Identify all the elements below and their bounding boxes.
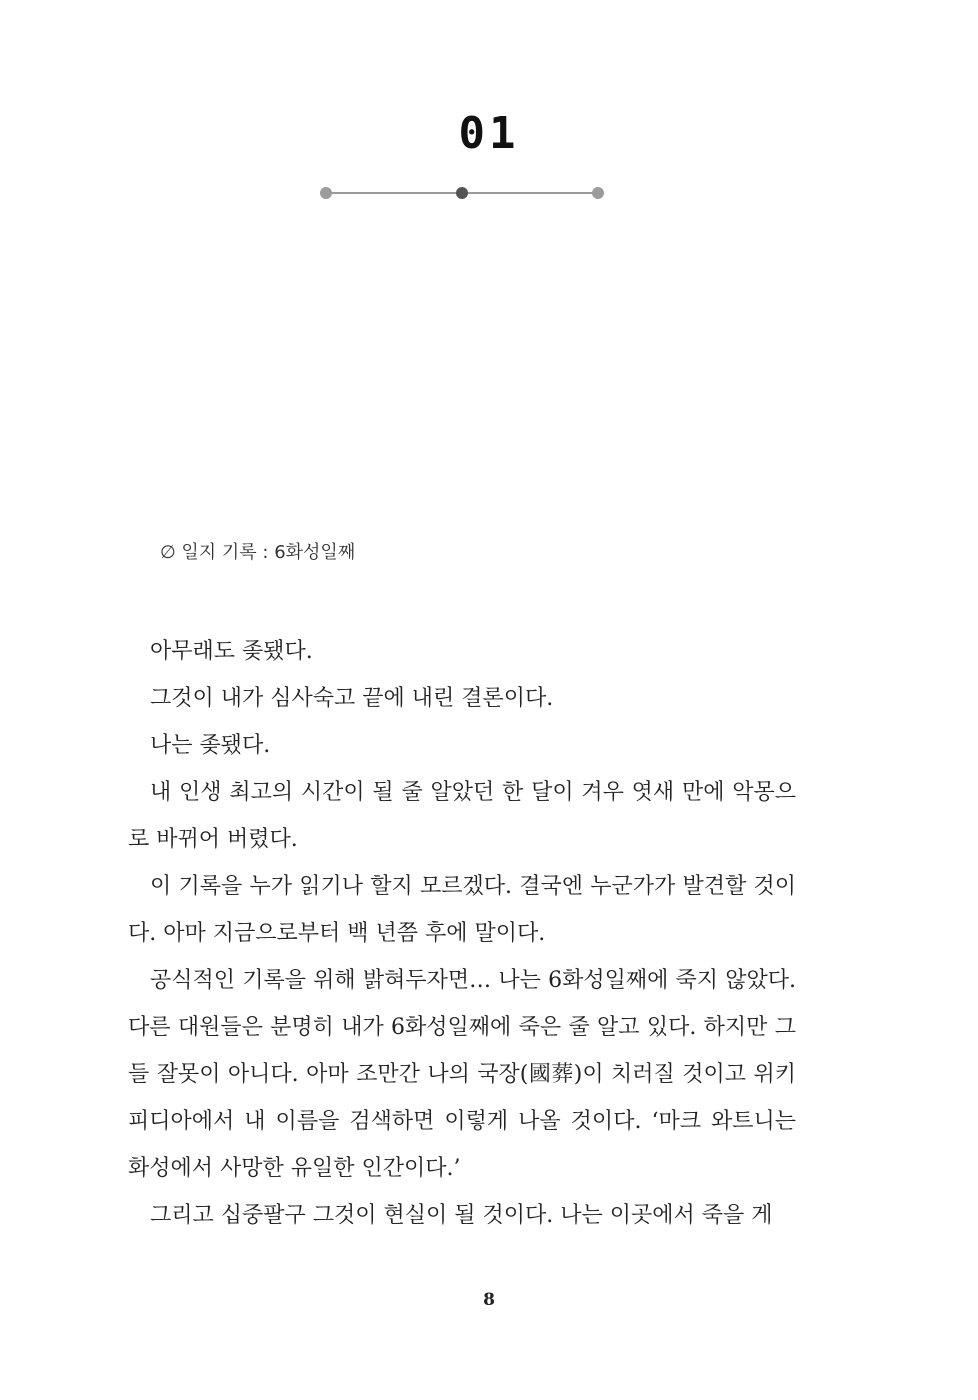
ornament-dot-left bbox=[320, 187, 332, 199]
paragraph: 나는 좆됐다. bbox=[150, 733, 271, 758]
page-number: 8 bbox=[483, 1290, 495, 1310]
log-entry-header bbox=[160, 538, 355, 564]
paragraph: 그리고 십중팔구 그것이 현실이 될 것이다. 나는 이곳에서 죽을 게 bbox=[150, 1203, 773, 1228]
paragraph: 이 기록을 누가 읽기나 할지 모르겠다. 결국엔 누군가가 발견할 것이다. 아마 지금으로부터 백 년쯤 후에 말이다. bbox=[128, 874, 796, 946]
paragraph: 내 인생 최고의 시간이 될 줄 알았던 한 달이 겨우 엿새 만에 악몽으로 바뀌어 버렸다. bbox=[128, 780, 796, 852]
ornament-dot-right bbox=[592, 187, 604, 199]
body-text bbox=[128, 628, 796, 1239]
paragraph: 아무래도 좆됐다. bbox=[150, 639, 313, 664]
paragraph: 공식적인 기록을 위해 밝혀두자면… 나는 6화성일째에 죽지 않았다. 다른 대원들은 분명히 내가 6화성일째에 죽은 줄 알고 있다. 하지만 그들 잘못이 아니다. 아마 조만간 나의 국장(國葬)이 치러질 것이고 위키피디아에서 내 이름을 검색하면 이렇게 나올 것이다. ‘마크 와트니는 화성에서 사망한 유일한 인간이다.’ bbox=[128, 968, 796, 1181]
chapter-ornament bbox=[320, 185, 606, 201]
chapter-number: 01 bbox=[458, 108, 520, 159]
ornament-dot-middle bbox=[456, 187, 468, 199]
log-entry-title: 일지 기록 : 6화성일째 bbox=[181, 542, 356, 563]
paragraph: 그것이 내가 심사숙고 끝에 내린 결론이다. bbox=[150, 686, 554, 711]
empty-set-icon: ∅ bbox=[160, 542, 176, 563]
